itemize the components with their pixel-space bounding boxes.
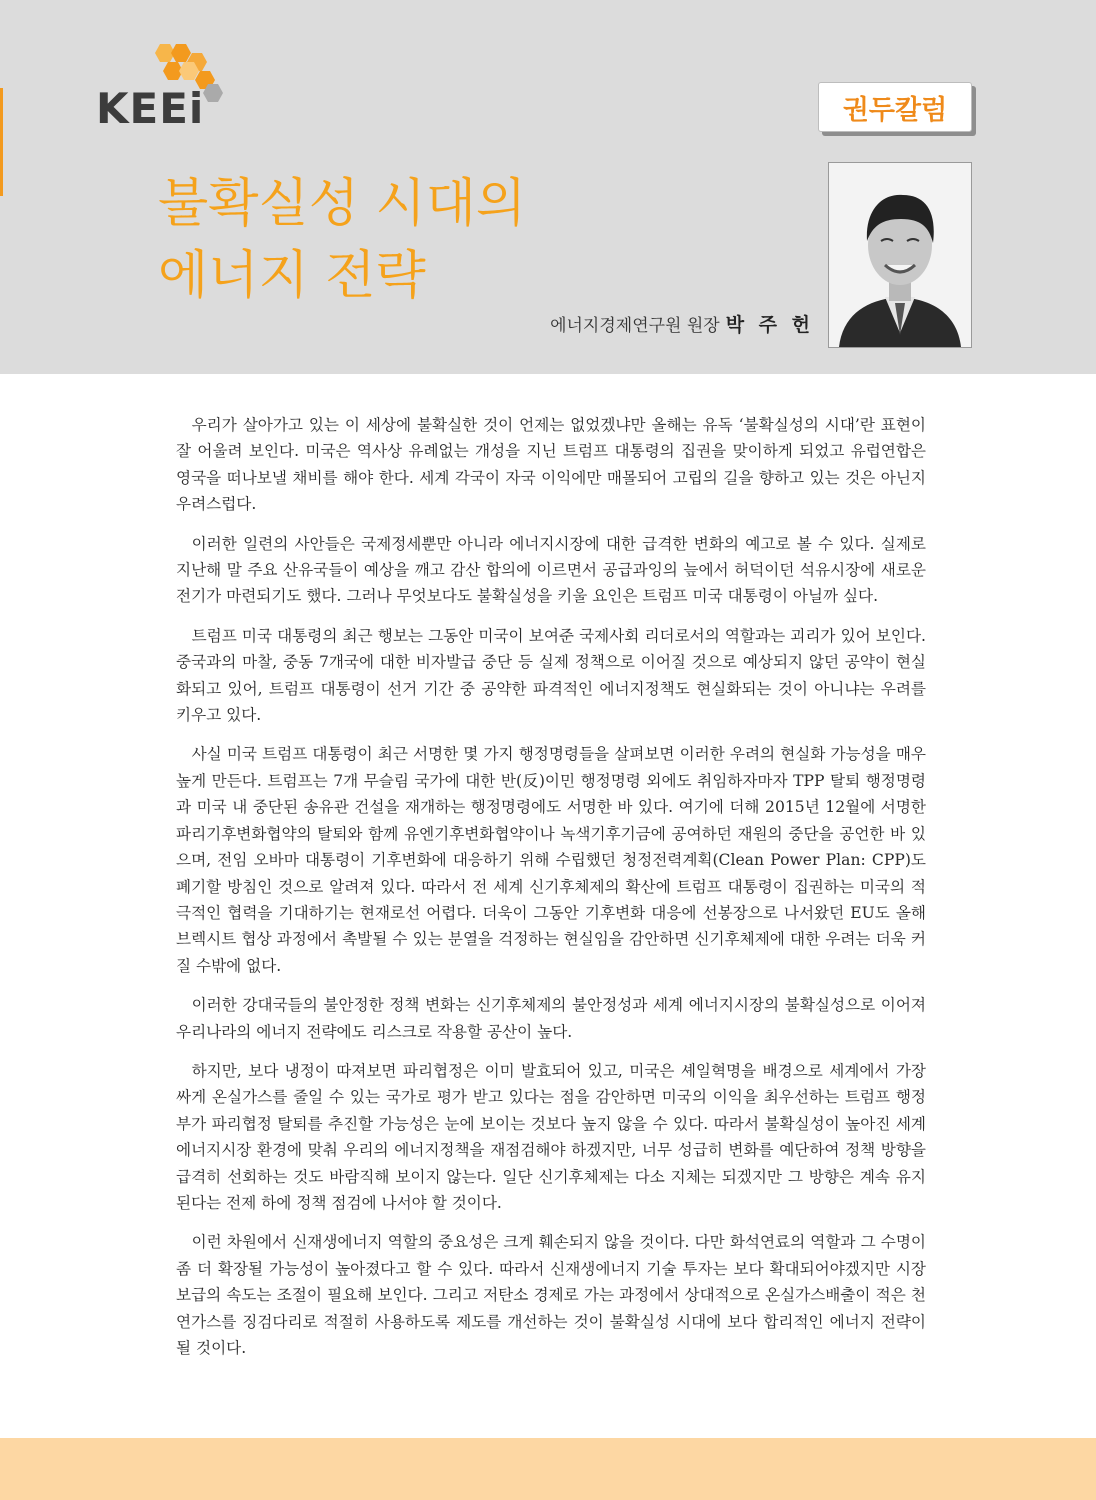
title-line: 에너지 전략 xyxy=(158,246,426,306)
footer-band xyxy=(0,1438,1096,1500)
article-paragraph: 사실 미국 트럼프 대통령이 최근 서명한 몇 가지 행정명령들을 살펴보면 이러한 우려의 현실화 가능성을 매우 높게 만든다. 트럼프는 7개 무슬림 국가에 대한 반(反)이민 행정명령 외에도 취임하자마자 TPP 탈퇴 행정명령과 미국 내 중단된 송유관 건설을 재개하는 행정명령에도 서명한 바 있다. 여기에 더해 2015년 12월에 서명한 파리기후변화협약의 탈퇴와 함께 유엔기후변화협약이나 녹색기후기금에 공여하던 재원의 중단을 공언한 바 있으며, 전임 오바마 대통령이 기후변화에 대응하기 위해 수립했던 청정전력계획(Clean Power Plan: CPP)도 폐기할 방침인 것으로 알려져 있다. 따라서 전 세계 신기후체제의 확산에 트럼프 대통령이 집권하는 미국의 적극적인 협력을 기대하기는 현재로선 어렵다. 더욱이 그동안 기후변화 대응에 선봉장으로 나서왔던 EU도 올해 브렉시트 협상 과정에서 촉발될 수 있는 분열을 걱정하는 현실임을 감안하면 신기후체제에 대한 우려는 더욱 커질 수밖에 없다. xyxy=(176,745,926,975)
article-paragraph: 이러한 강대국들의 불안정한 정책 변화는 신기후체제의 불안정성과 세계 에너지시장의 불확실성으로 이어져 우리나라의 에너지 전략에도 리스크로 작용할 공산이 높다. xyxy=(176,996,926,1041)
article-paragraph: 하지만, 보다 냉정이 따져보면 파리협정은 이미 발효되어 있고, 미국은 셰일혁명을 배경으로 세계에서 가장 싸게 온실가스를 줄일 수 있는 국가로 평가 받고 있다는 점을 감안하면 미국의 이익을 최우선하는 트럼프 행정부가 파리협정 탈퇴를 추진할 가능성은 눈에 보이는 것보다 높지 않을 수 있다. 따라서 불확실성이 높아진 세계 에너지시장 환경에 맞춰 우리의 에너지정책을 재점검해야 하겠지만, 너무 성급히 변화를 예단하여 정책 방향을 급격히 선회하는 것도 바람직해 보이지 않는다. 일단 신기후체제는 다소 지체는 되겠지만 그 방향은 계속 유지된다는 전제 하에 정책 점검에 나서야 할 것이다. xyxy=(176,1061,926,1212)
article-paragraph: 이런 차원에서 신재생에너지 역할의 중요성은 크게 훼손되지 않을 것이다. 다만 화석연료의 역할과 그 수명이 좀 더 확장될 가능성이 높아졌다고 할 수 있다. 따라서 신재생에너지 기술 투자는 보다 확대되어야겠지만 시장 보급의 속도는 조절이 필요해 보인다. 그리고 저탄소 경제로 가는 과정에서 상대적으로 온실가스배출이 적은 천연가스를 징검다리로 적절히 사용하도록 제도를 개선하는 것이 불확실성 시대에 보다 합리적인 에너지 전략이 될 것이다. xyxy=(176,1233,926,1357)
article-title xyxy=(158,168,718,312)
article-paragraph: 이러한 일련의 사안들은 국제정세뿐만 아니라 에너지시장에 대한 급격한 변화의 예고로 볼 수 있다. 실제로 지난해 말 주요 산유국들이 예상을 깨고 감산 합의에 이르면서 공급과잉의 늪에서 허덕이던 석유시장에 새로운 전기가 마련되기도 했다. 그러나 무엇보다도 불확실성을 키울 요인은 트럼프 미국 대통령이 아닐까 싶다. xyxy=(176,534,926,606)
byline xyxy=(550,310,814,337)
logo-text: KEEi xyxy=(96,84,205,133)
author-affiliation: 에너지경제연구원 원장 xyxy=(550,316,720,336)
title-line: 불확실성 시대의 xyxy=(158,174,527,234)
author-name: 박 주 헌 xyxy=(725,314,814,336)
article-paragraph: 트럼프 미국 대통령의 최근 행보는 그동안 미국이 보여준 국제사회 리더로서의 역할과는 괴리가 있어 보인다. 중국과의 마찰, 중동 7개국에 대한 비자발급 중단 등 실제 정책으로 이어질 것으로 예상되지 않던 공약이 현실화되고 있어, 트럼프 대통령이 선거 기간 중 공약한 파격적인 에너지정책도 현실화되는 것이 아니냐는 우려를 키우고 있다. xyxy=(176,626,926,725)
left-accent-bar xyxy=(0,88,3,196)
author-photo xyxy=(828,162,972,348)
column-badge: 권두칼럼 xyxy=(818,82,972,132)
article-body xyxy=(176,412,926,1374)
article-paragraph: 우리가 살아가고 있는 이 세상에 불확실한 것이 언제는 없었겠냐만 올해는 유독 ‘불확실성의 시대’란 표현이 잘 어울려 보인다. 미국은 역사상 유례없는 개성을 지닌 트럼프 대통령의 집권을 맞이하게 되었고 유럽연합은 영국을 떠나보낼 채비를 해야 한다. 세계 각국이 자국 이익에만 매몰되어 고립의 길을 향하고 있는 것은 아닌지 우려스럽다. xyxy=(176,416,926,514)
